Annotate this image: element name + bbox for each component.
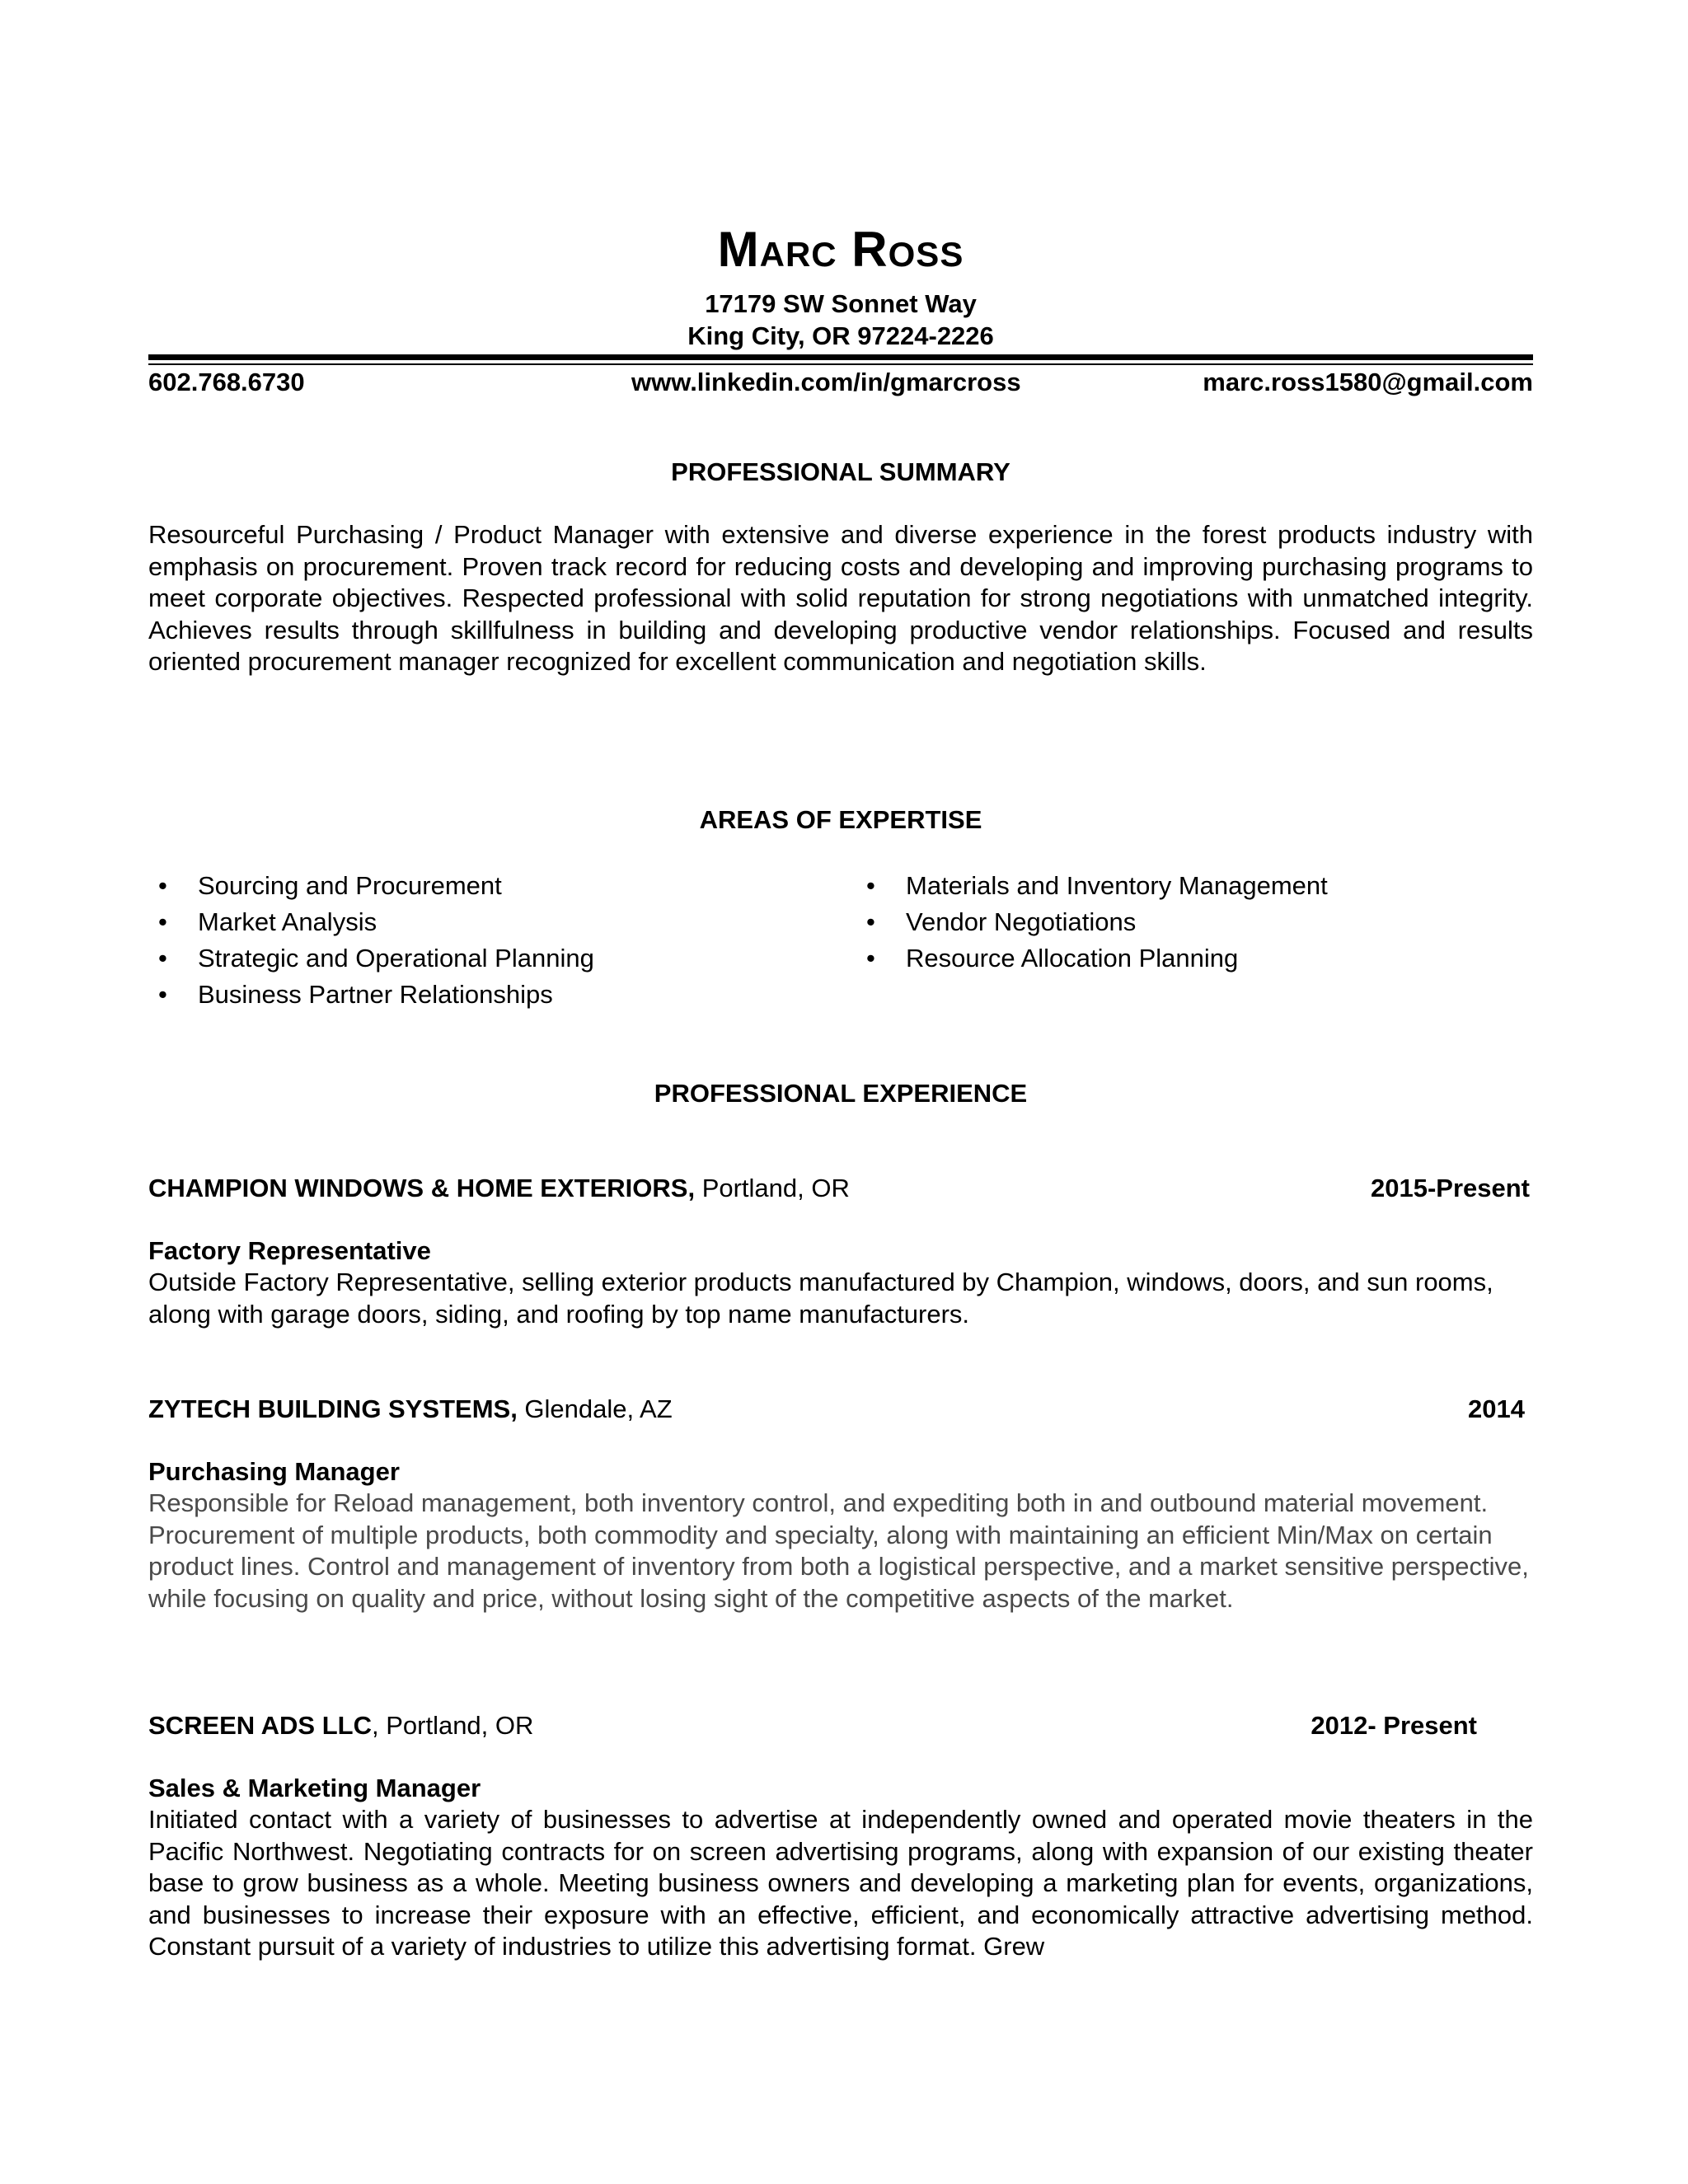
address-line-1: 17179 SW Sonnet Way — [705, 289, 977, 318]
job-description: Initiated contact with a variety of businesses to advertise at independently owned and operated movie theaters in the Pacific Northwest. Negotiating contracts for on screen advertising programs, along with expansion of our existing theater base to grow business as a whole. Meeting business owners and developing a marketing plan for events, organizations, and businesses to increase their exposure with an effective, efficient, and economically attractive advertising method. Constant pursuit of a variety of industries to utilize this advertising format. Grew — [148, 1805, 1533, 1961]
list-item — [148, 868, 594, 904]
list-item — [856, 940, 1328, 977]
expertise-list-left — [148, 868, 594, 1013]
list-item — [148, 940, 594, 977]
expertise-item-label: Business Partner Relationships — [198, 980, 553, 1009]
bullet-icon: • — [866, 907, 875, 936]
expertise-item-label: Sourcing and Procurement — [198, 871, 502, 900]
header-divider-thick — [148, 354, 1533, 360]
company-name: CHAMPION WINDOWS & HOME EXTERIORS, — [148, 1174, 696, 1202]
contact-row — [148, 366, 1533, 399]
job-header — [148, 1172, 1533, 1205]
expertise-list-right — [856, 868, 1328, 977]
job-description: Responsible for Reload management, both inventory control, and expediting both in and outbound material movement. Procurement of multiple products, both commodity and specialty, along with maintaining an efficient Min/Max on certain product lines. Control and management of inventory from both a logistical perspective, and a market sensitive perspective, while focusing on quality and price, without losing sight of the competitive aspects of the market. — [148, 1488, 1529, 1613]
bullet-icon: • — [866, 944, 875, 972]
list-item — [148, 904, 594, 940]
address-line-2: King City, OR 97224-2226 — [687, 321, 994, 350]
list-item — [856, 868, 1328, 904]
expertise-heading: AREAS OF EXPERTISE — [699, 805, 982, 834]
email-address: marc.ross1580@gmail.com — [1203, 368, 1533, 396]
bullet-icon: • — [158, 944, 167, 972]
candidate-name: Marc Ross — [717, 222, 964, 277]
list-item — [148, 977, 594, 1013]
job-title: Purchasing Manager — [148, 1457, 400, 1486]
expertise-item-label: Resource Allocation Planning — [906, 944, 1239, 972]
phone-number: 602.768.6730 — [148, 368, 305, 396]
expertise-item-label: Strategic and Operational Planning — [198, 944, 594, 972]
expertise-item-label: Materials and Inventory Management — [906, 871, 1328, 900]
list-item — [856, 904, 1328, 940]
expertise-item-label: Market Analysis — [198, 907, 377, 936]
job-dates: 2014 — [1468, 1394, 1525, 1423]
bullet-icon: • — [158, 871, 167, 900]
job-title: Factory Representative — [148, 1236, 431, 1265]
job-description: Outside Factory Representative, selling exterior products manufactured by Champion, windows, doors, and sun rooms, along with garage doors, siding, and roofing by top name manufacturers. — [148, 1268, 1493, 1329]
job-title: Sales & Marketing Manager — [148, 1774, 481, 1802]
summary-text: Resourceful Purchasing / Product Manager with extensive and diverse experience in the forest products industry with emphasis on procurement. Proven track record for reducing costs and developing and improving purchasing programs to meet corporate objectives. Respected professional with solid reputation for strong negotiations with unmatched integrity. Achieves results through skillfulness in building and developing productive vendor relationships. Focused and results oriented procurement manager recognized for excellent communication and negotiation skills. — [148, 520, 1533, 677]
company-location: , Portland, OR — [371, 1711, 534, 1740]
header-divider-thin — [148, 363, 1533, 365]
expertise-item-label: Vendor Negotiations — [906, 907, 1137, 936]
job-header — [148, 1709, 1533, 1742]
linkedin-url: www.linkedin.com/in/gmarcross — [631, 368, 1021, 396]
bullet-icon: • — [158, 980, 167, 1009]
bullet-icon: • — [158, 907, 167, 936]
job-header — [148, 1393, 1533, 1426]
summary-heading: PROFESSIONAL SUMMARY — [671, 457, 1010, 486]
company-location: Portland, OR — [695, 1174, 850, 1202]
job-dates: 2012- Present — [1311, 1711, 1477, 1740]
bullet-icon: • — [866, 871, 875, 900]
company-name: ZYTECH BUILDING SYSTEMS, — [148, 1394, 518, 1423]
job-dates: 2015-Present — [1370, 1174, 1530, 1202]
company-location: Glendale, AZ — [517, 1394, 673, 1423]
company-name: SCREEN ADS LLC — [148, 1711, 372, 1740]
experience-heading: PROFESSIONAL EXPERIENCE — [654, 1079, 1028, 1108]
